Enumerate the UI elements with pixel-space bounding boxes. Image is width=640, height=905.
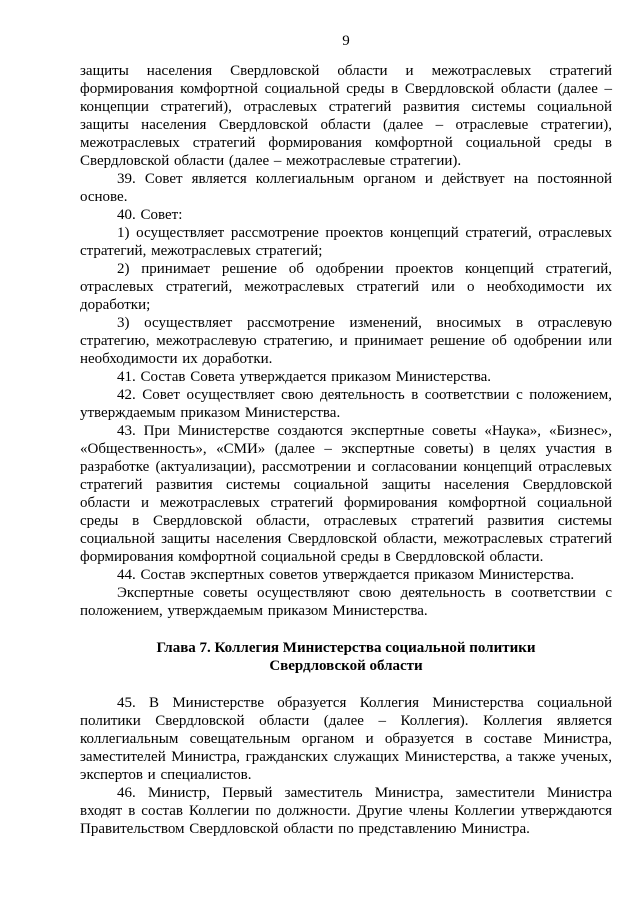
chapter-heading-line-1: Глава 7. Коллегия Министерства социальной политики bbox=[156, 640, 536, 656]
paragraph-43: 43. При Министерстве создаются экспертные советы «Наука», «Бизнес», «Общественность», «СМИ» (далее – экспертные советы) в целях участия в разработке (актуализации), рассмотрении и согласовании концепций отраслевых стратегий развития системы социальной защиты населения Свердловской области и межотраслевых стратегий формирования комфортной социальной среды в Свердловской области, отраслевых стратегий развития системы социальной защиты населения Свердловской области, межотраслевых стратегий формирования комфортной социальной среды в Свердловской области. bbox=[80, 423, 612, 565]
paragraph-45: 45. В Министерстве образуется Коллегия Министерства социальной политики Свердловской области (далее – Коллегия). Коллегия является коллегиальным совещательным органом и образуется в составе Министра, заместителей Министра, гражданских служащих Министерства, а также ученых, экспертов и специалистов. bbox=[80, 695, 612, 783]
paragraph-46: 46. Министр, Первый заместитель Министра, заместители Министра входят в состав Коллегии по должности. Другие члены Коллегии утверждаются Правительством Свердловской области по представлению Министра. bbox=[80, 785, 612, 837]
paragraph-39: 39. Совет является коллегиальным органом и действует на постоянной основе. bbox=[80, 171, 612, 205]
paragraph-continuation: защиты населения Свердловской области и межотраслевых стратегий формирования комфортной социальной среды в Свердловской области (далее – концепции стратегий), отраслевых стратегий развития системы социальной защиты населения Свердловской области (далее – отраслевые стратегии), межотраслевых стратегий формирования комфортной социальной среды в Свердловской области (далее – межотраслевые стратегии). bbox=[80, 63, 612, 169]
paragraph-42: 42. Совет осуществляет свою деятельность в соответствии с положением, утверждаемым приказом Министерства. bbox=[80, 387, 612, 421]
list-item-2: 2) принимает решение об одобрении проектов концепций стратегий, отраслевых стратегий, межотраслевых стратегий или о необходимости их доработки; bbox=[80, 261, 612, 313]
paragraph-40: 40. Совет: bbox=[117, 207, 183, 223]
paragraph-44: 44. Состав экспертных советов утверждается приказом Министерства. bbox=[117, 567, 575, 583]
page-number: 9 bbox=[342, 33, 350, 49]
chapter-heading-line-2: Свердловской области bbox=[269, 658, 423, 674]
chapter-7-heading bbox=[80, 639, 612, 675]
paragraph-expert-councils: Экспертные советы осуществляют свою деятельность в соответствии с положением, утверждаемым приказом Министерства. bbox=[80, 585, 612, 619]
paragraph-41: 41. Состав Совета утверждается приказом Министерства. bbox=[117, 369, 491, 385]
list-item-3: 3) осуществляет рассмотрение изменений, вносимых в отраслевую стратегию, межотраслевую стратегию, и принимает решение об одобрении или необходимости их доработки. bbox=[80, 315, 612, 367]
list-item-1: 1) осуществляет рассмотрение проектов концепций стратегий, отраслевых стратегий, межотраслевых стратегий; bbox=[80, 225, 612, 259]
